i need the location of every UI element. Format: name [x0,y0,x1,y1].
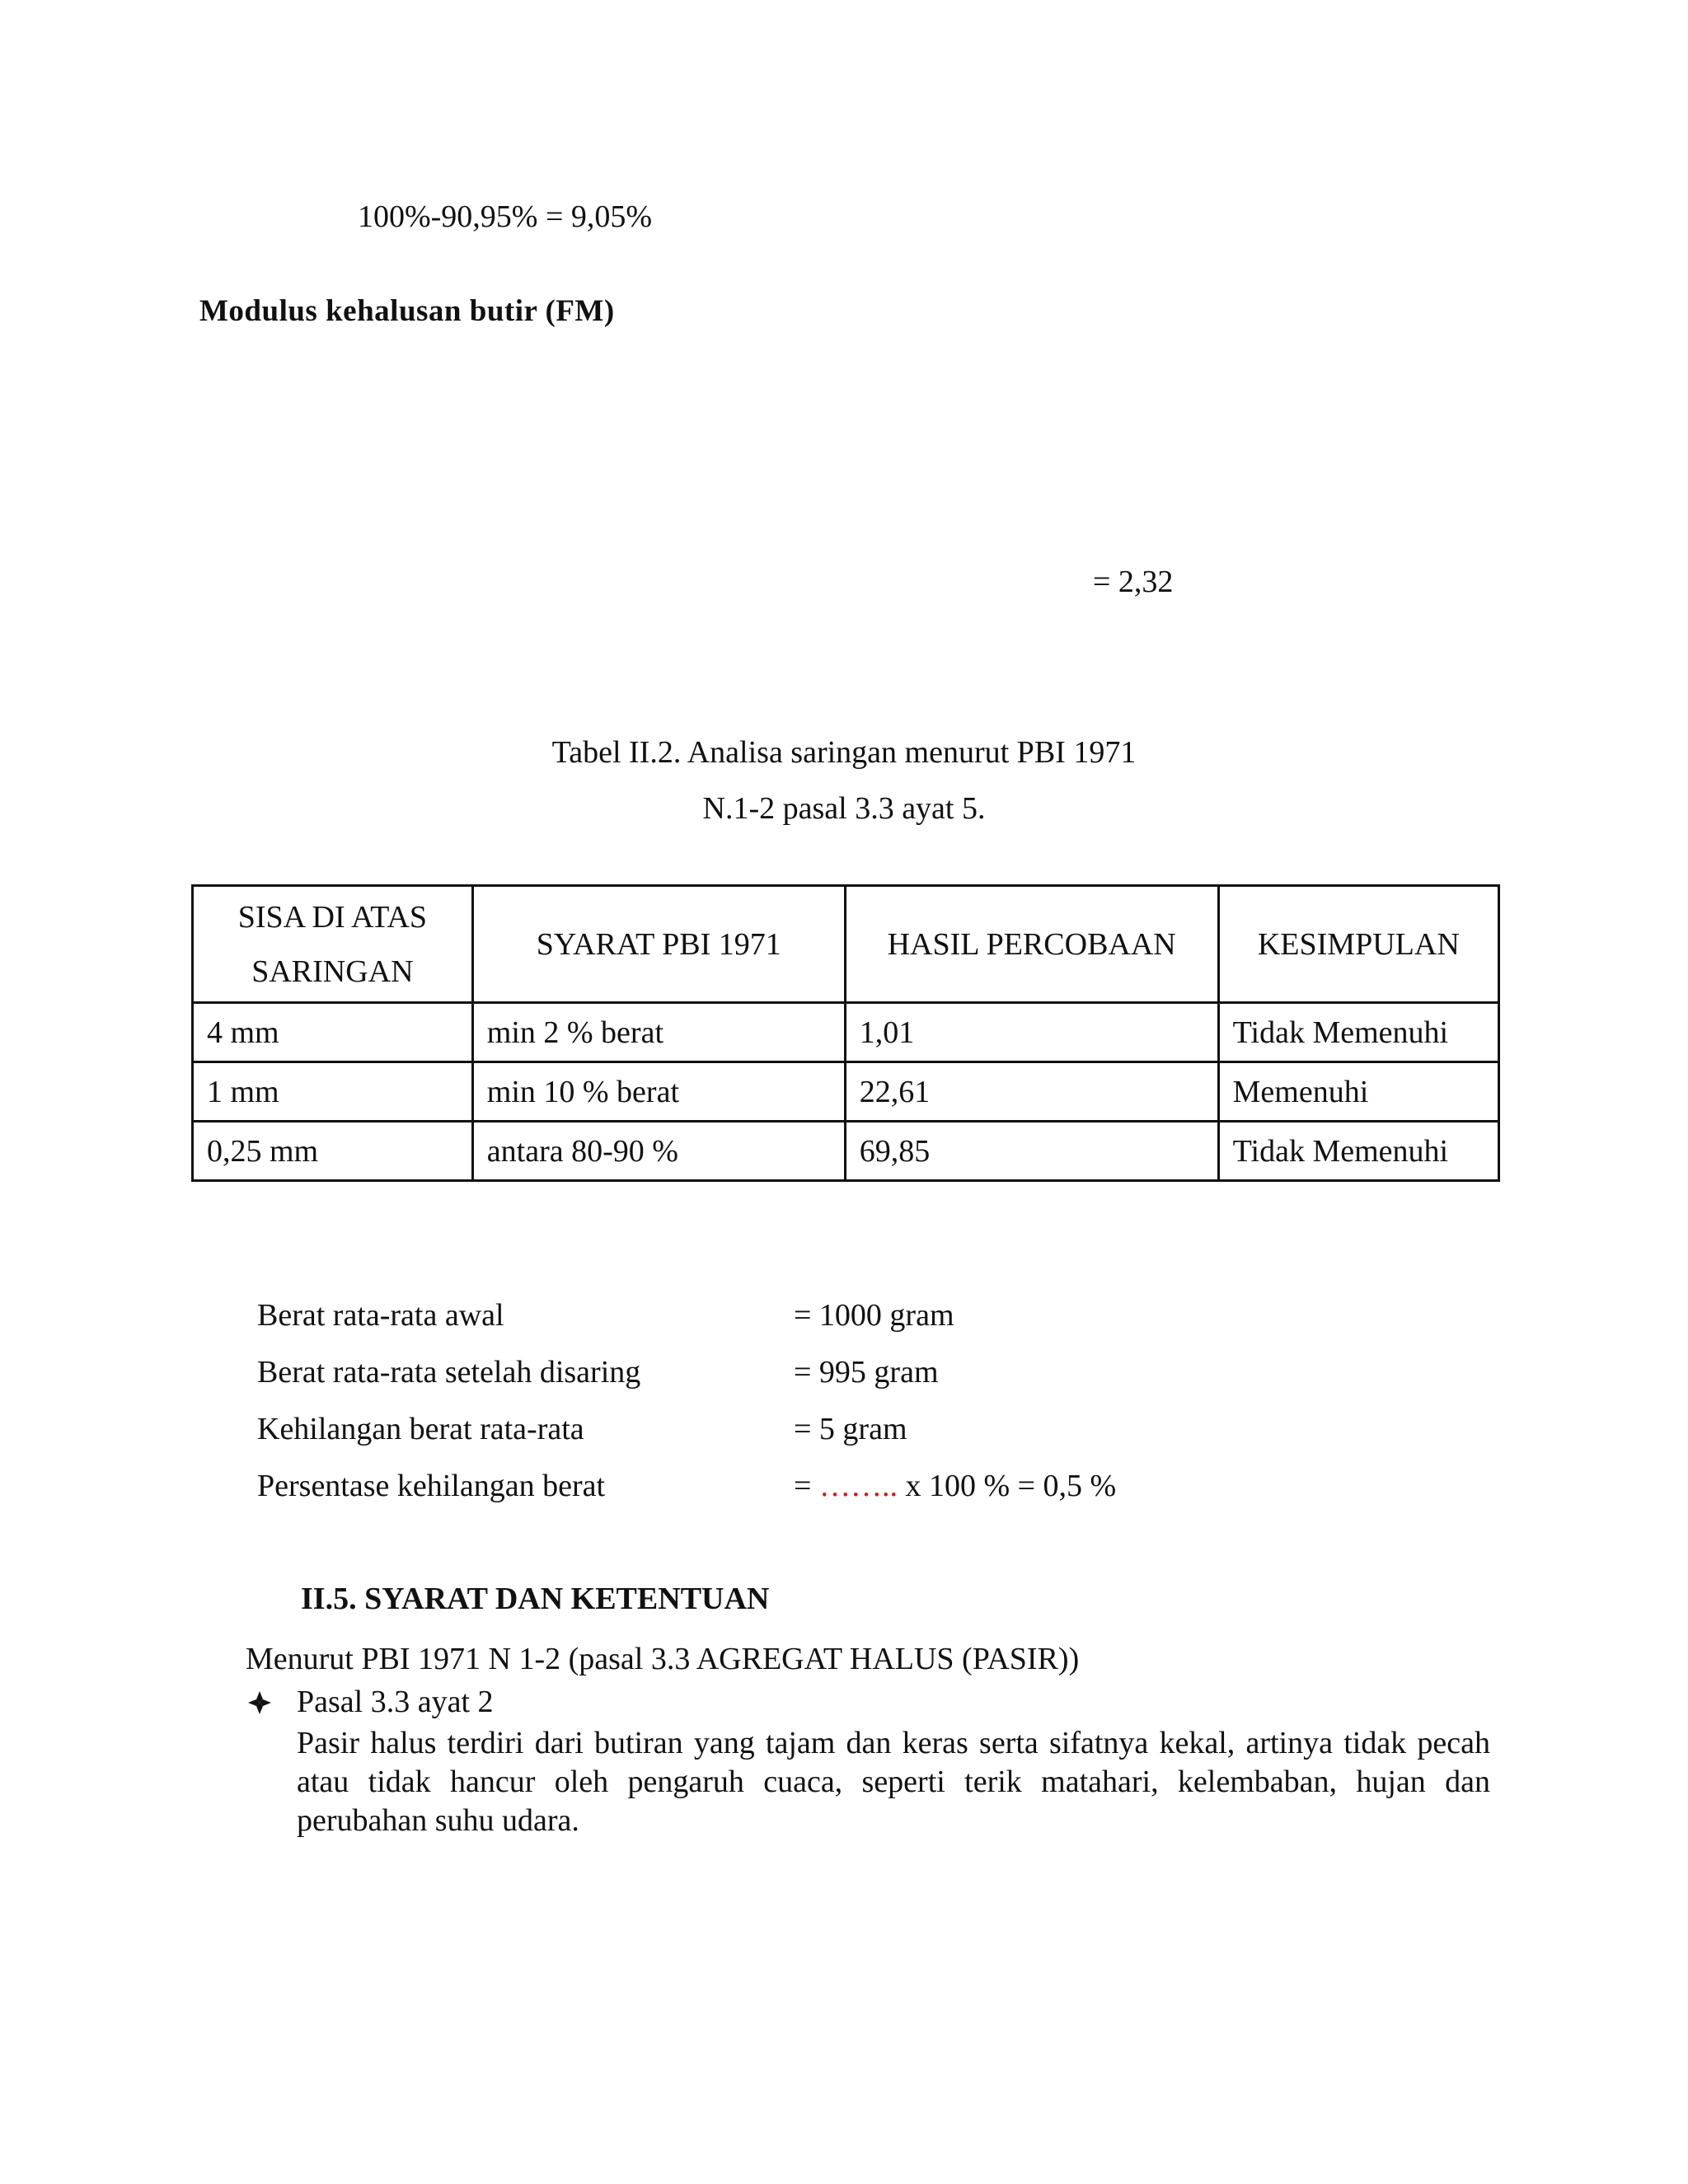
weight-after-sieve-label: Berat rata-rata setelah disaring [257,1355,641,1390]
header-sisa-di-atas-saringan: SISA DI ATAS SARINGAN [193,886,473,1003]
fineness-modulus-result: = 2,32 [1093,565,1174,599]
table-cell: min 10 % berat [472,1062,845,1122]
weight-loss-value: = 5 gram [794,1412,907,1446]
table-row [193,1122,1499,1181]
table-header-row [193,886,1499,1003]
bullet-paragraph: Pasir halus terdiri dari butiran yang tajam dan keras serta sifatnya kekal, artinya tidak pecah atau tidak hancur oleh pengaruh cuaca, seperti terik matahari, kelembaban, hujan dan perubahan suhu udara. [297,1726,1490,1838]
weight-initial-value: = 1000 gram [794,1298,954,1333]
header-hasil-percobaan: HASIL PERCOBAAN [845,886,1218,1003]
weight-loss-percent-value [794,1467,1116,1505]
table-cell: 1,01 [845,1003,1218,1062]
weight-initial-label: Berat rata-rata awal [257,1298,504,1333]
fineness-modulus-heading: Modulus kehalusan butir (FM) [199,294,615,328]
weight-loss-label: Kehilangan berat rata-rata [257,1412,584,1446]
table-cell: min 2 % berat [472,1003,845,1062]
table-cell: Memenuhi [1218,1062,1498,1122]
table-cell: Tidak Memenuhi [1218,1122,1498,1181]
calculation-line: 100%-90,95% = 9,05% [358,199,653,234]
table-cell: 0,25 mm [193,1122,473,1181]
percent-formula: x 100 % = 0,5 % [905,1469,1117,1503]
table-row [193,1062,1499,1122]
percent-prefix: = [794,1469,812,1503]
weight-after-sieve-value: = 995 gram [794,1355,939,1390]
reference-line: Menurut PBI 1971 N 1-2 (pasal 3.3 AGREGAT HALUS (PASIR)) [246,1642,1080,1676]
header-kesimpulan: KESIMPULAN [1218,886,1498,1003]
section-heading: II.5. SYARAT DAN KETENTUAN [301,1582,770,1616]
table-row [193,1003,1499,1062]
table-cell: 4 mm [193,1003,473,1062]
diamond-bullet-icon [247,1684,272,1726]
table-caption-line-1: Tabel II.2. Analisa saringan menurut PBI 1971 [551,735,1137,770]
bullet-title: Pasal 3.3 ayat 2 [297,1685,494,1719]
table-cell: 22,61 [845,1062,1218,1122]
sieve-analysis-table [191,884,1500,1182]
table-cell: 1 mm [193,1062,473,1122]
table-cell: Tidak Memenuhi [1218,1003,1498,1062]
table-caption-line-2: N.1-2 pasal 3.3 ayat 5. [702,791,986,826]
table-cell: antara 80-90 % [472,1122,845,1181]
header-syarat-pbi: SYARAT PBI 1971 [472,886,845,1003]
weight-loss-percent-label: Persentase kehilangan berat [257,1469,606,1503]
table-cell: 69,85 [845,1122,1218,1181]
percent-placeholder-dots: …….. [818,1469,898,1503]
